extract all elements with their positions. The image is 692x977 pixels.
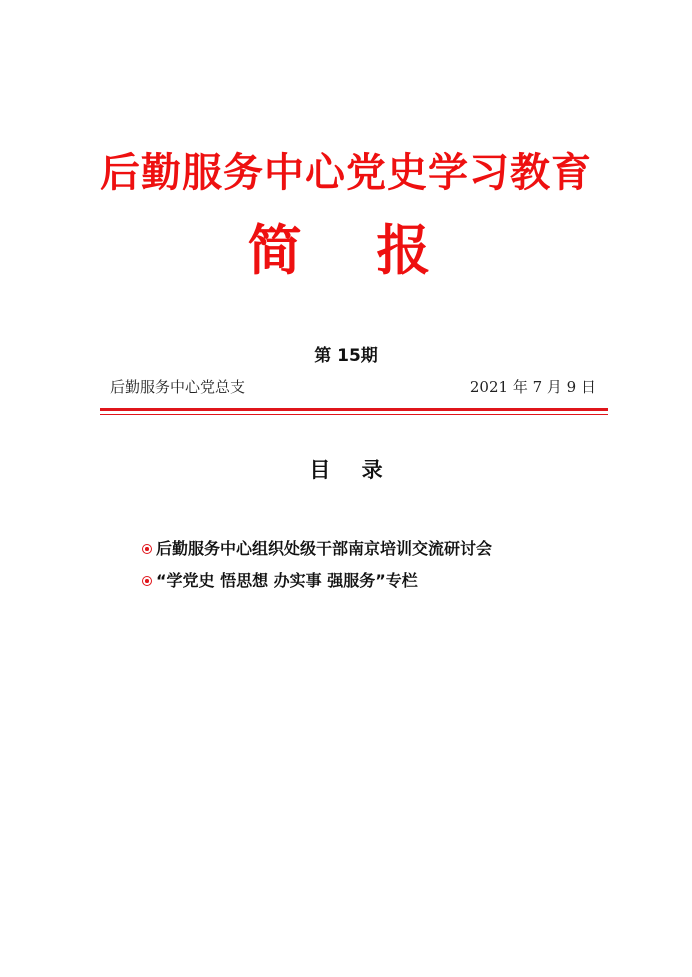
table-of-contents-list: [142, 537, 492, 601]
double-circle-bullet-icon: [142, 576, 152, 586]
double-circle-bullet-icon: [142, 544, 152, 554]
header-divider-thin: [100, 414, 608, 415]
issue-number: 第 15期: [314, 346, 378, 366]
toc-item-label: “学党史 悟思想 办实事 强服务”专栏: [156, 571, 418, 590]
header-divider-thick: [100, 408, 608, 411]
bulletin-title: 后勤服务中心党史学习教育: [100, 150, 592, 196]
bulletin-subtitle: 简 报: [247, 219, 459, 282]
toc-item[interactable]: [142, 569, 492, 593]
toc-item[interactable]: [142, 537, 492, 561]
issuing-organization: 后勤服务中心党总支: [110, 378, 246, 396]
issue-date: 2021 年 7 月 9 日: [469, 378, 596, 396]
toc-item-label: 后勤服务中心组织处级干部南京培训交流研讨会: [156, 539, 493, 558]
table-of-contents-heading: 目 录: [309, 458, 395, 482]
